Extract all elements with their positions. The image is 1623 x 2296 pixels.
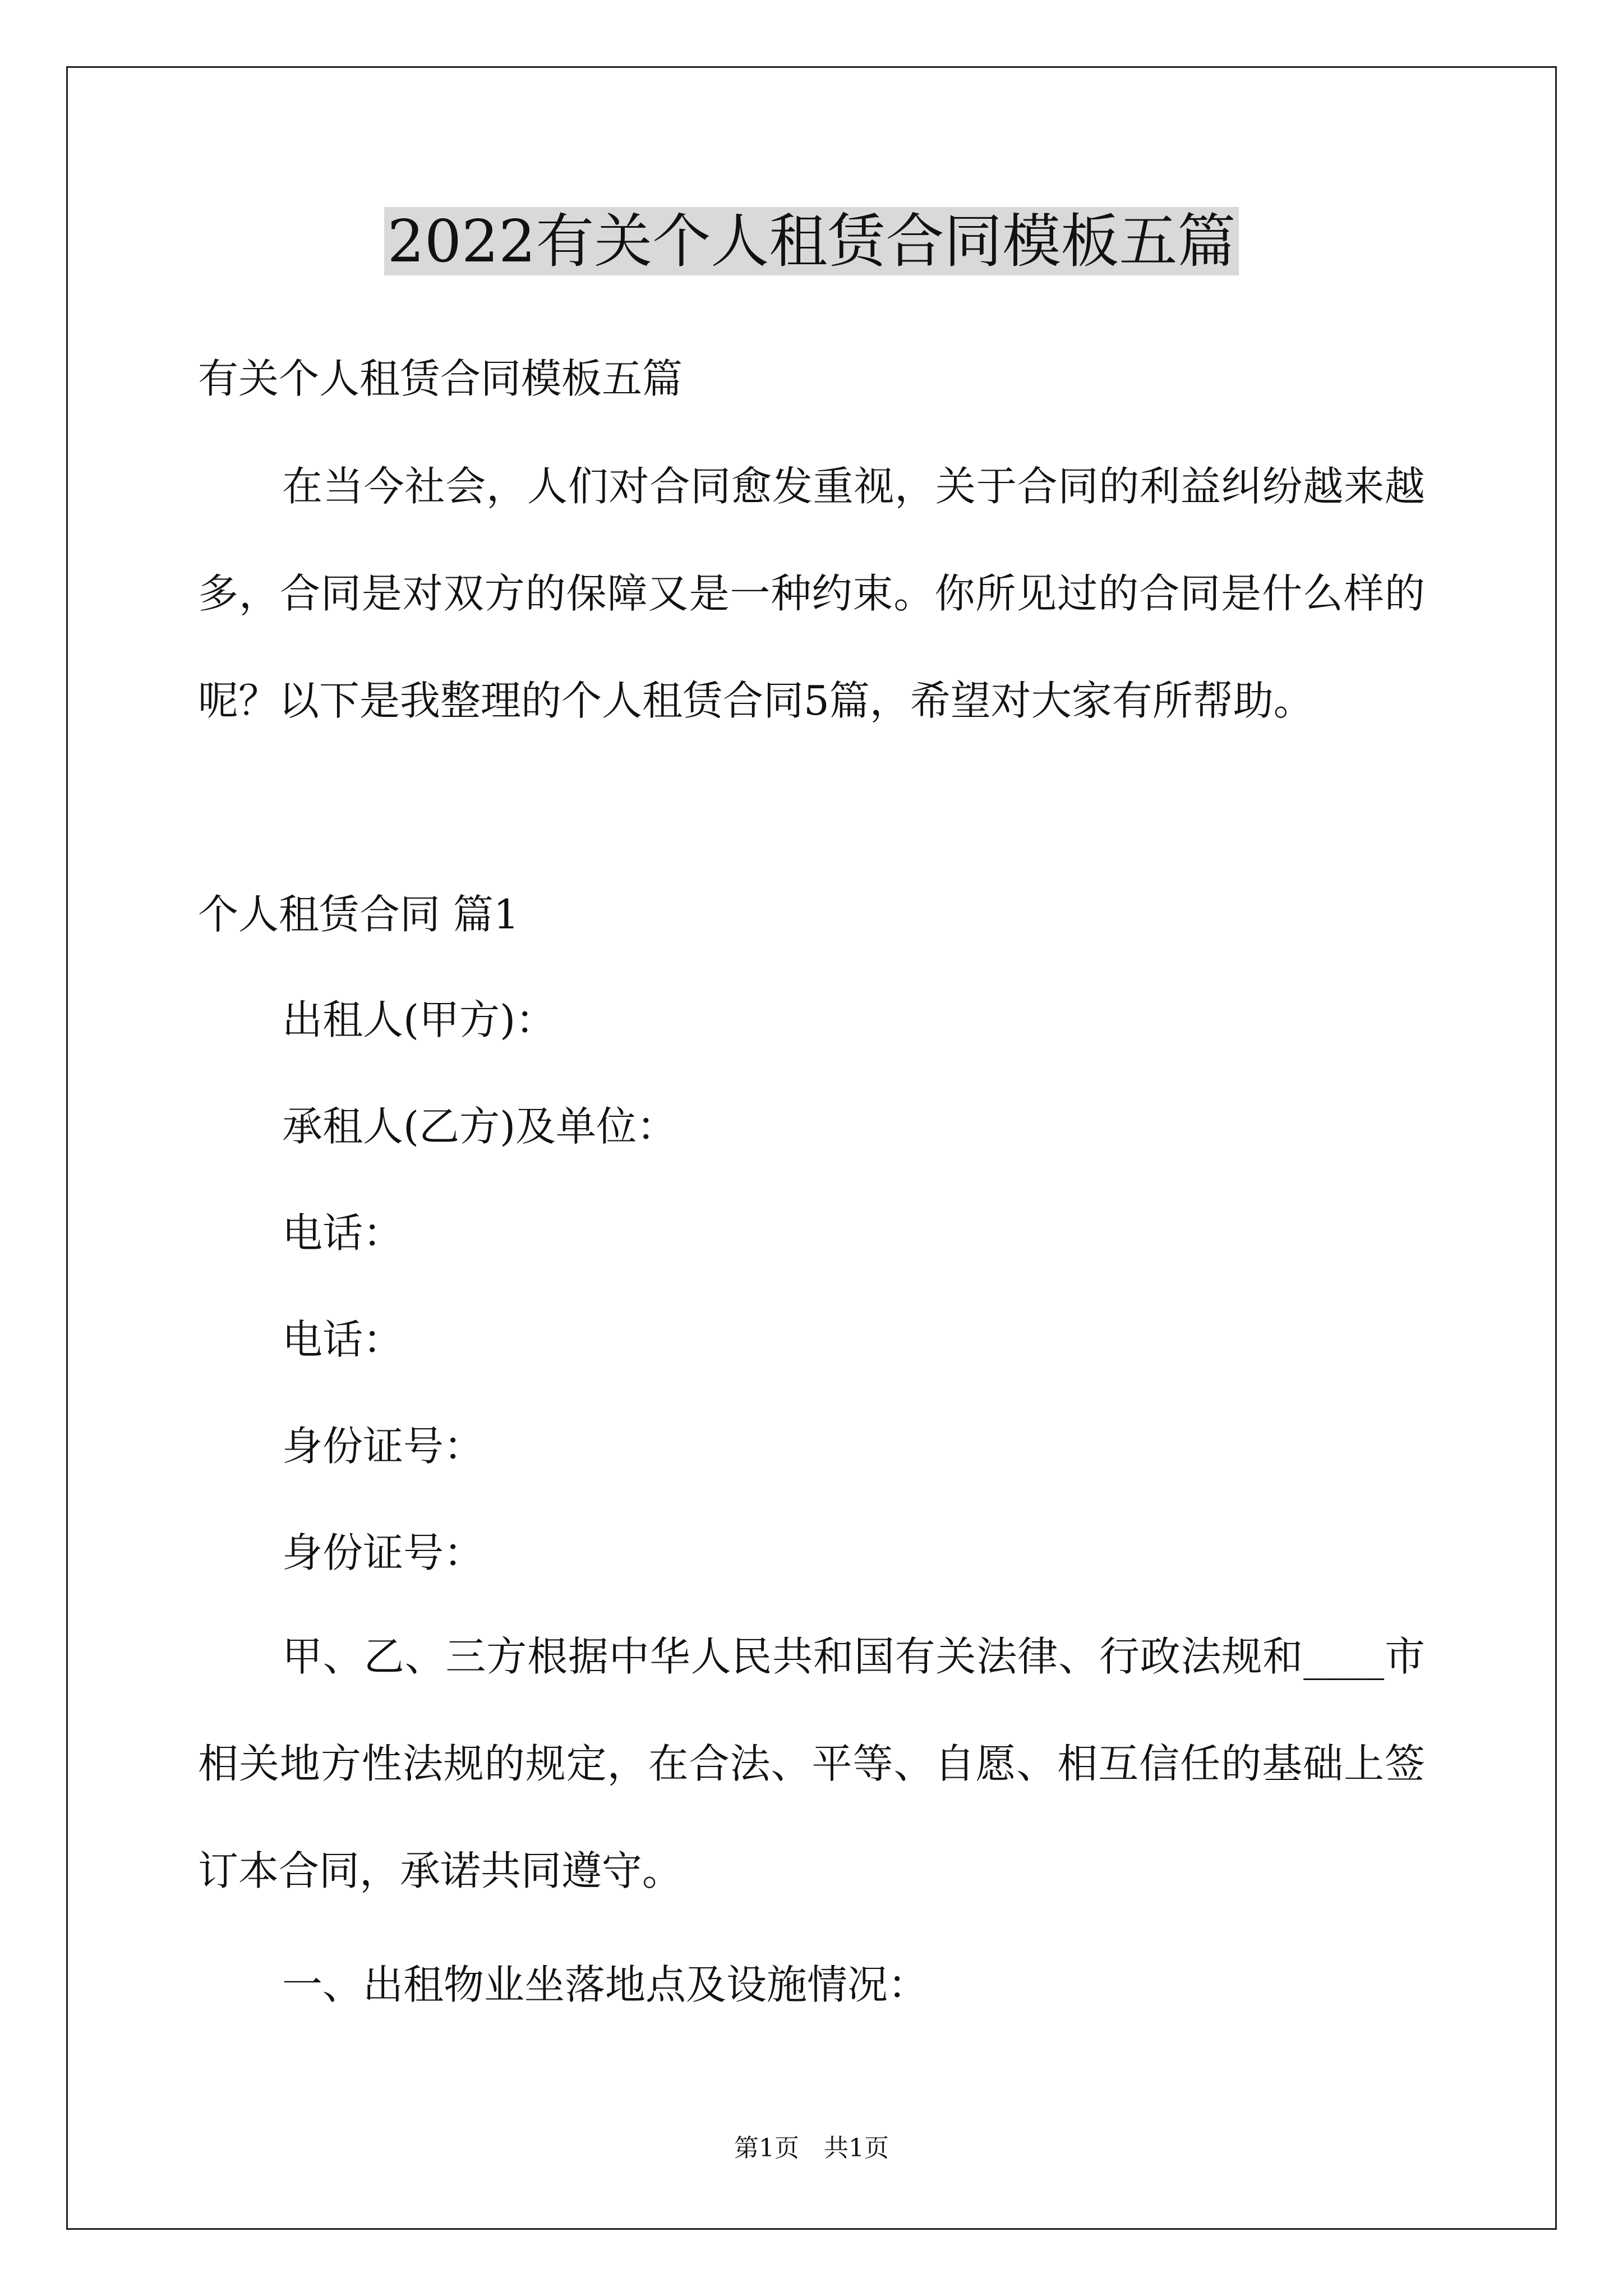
field-lessee: 承租人(乙方)及单位： <box>282 1103 677 1150</box>
document-subtitle: 有关个人租赁合同模板五篇 <box>198 355 683 402</box>
document-title: 2022有关个人租赁合同模板五篇 <box>0 199 1623 283</box>
intro-paragraph: 在当今社会，人们对合同愈发重视，关于合同的利益纠纷越来越多，合同是对双方的保障又是一种约束。你所见过的合同是什么样的呢？以下是我整理的个人租赁合同5篇，希望对大家有所帮助。 <box>198 463 1425 724</box>
field-lessor: 出租人(甲方)： <box>282 996 556 1043</box>
agreement-paragraph: 甲、乙、三方根据中华人民共和国有关法律、行政法规和____市相关地方性法规的规定，在合法、平等、自愿、相互信任的基础上签订本合同，承诺共同遵守。 <box>198 1633 1425 1894</box>
field-phone-1: 电话： <box>282 1209 404 1257</box>
clause-1-heading: 一、出租物业坐落地点及设施情况： <box>282 1961 929 2008</box>
field-id-number-2: 身份证号： <box>282 1529 485 1576</box>
field-id-number-1: 身份证号： <box>282 1423 485 1470</box>
field-phone-2: 电话： <box>282 1316 404 1363</box>
page-footer: 第1页 共1页 <box>734 2134 889 2162</box>
section-heading: 个人租赁合同 篇1 <box>198 891 519 938</box>
